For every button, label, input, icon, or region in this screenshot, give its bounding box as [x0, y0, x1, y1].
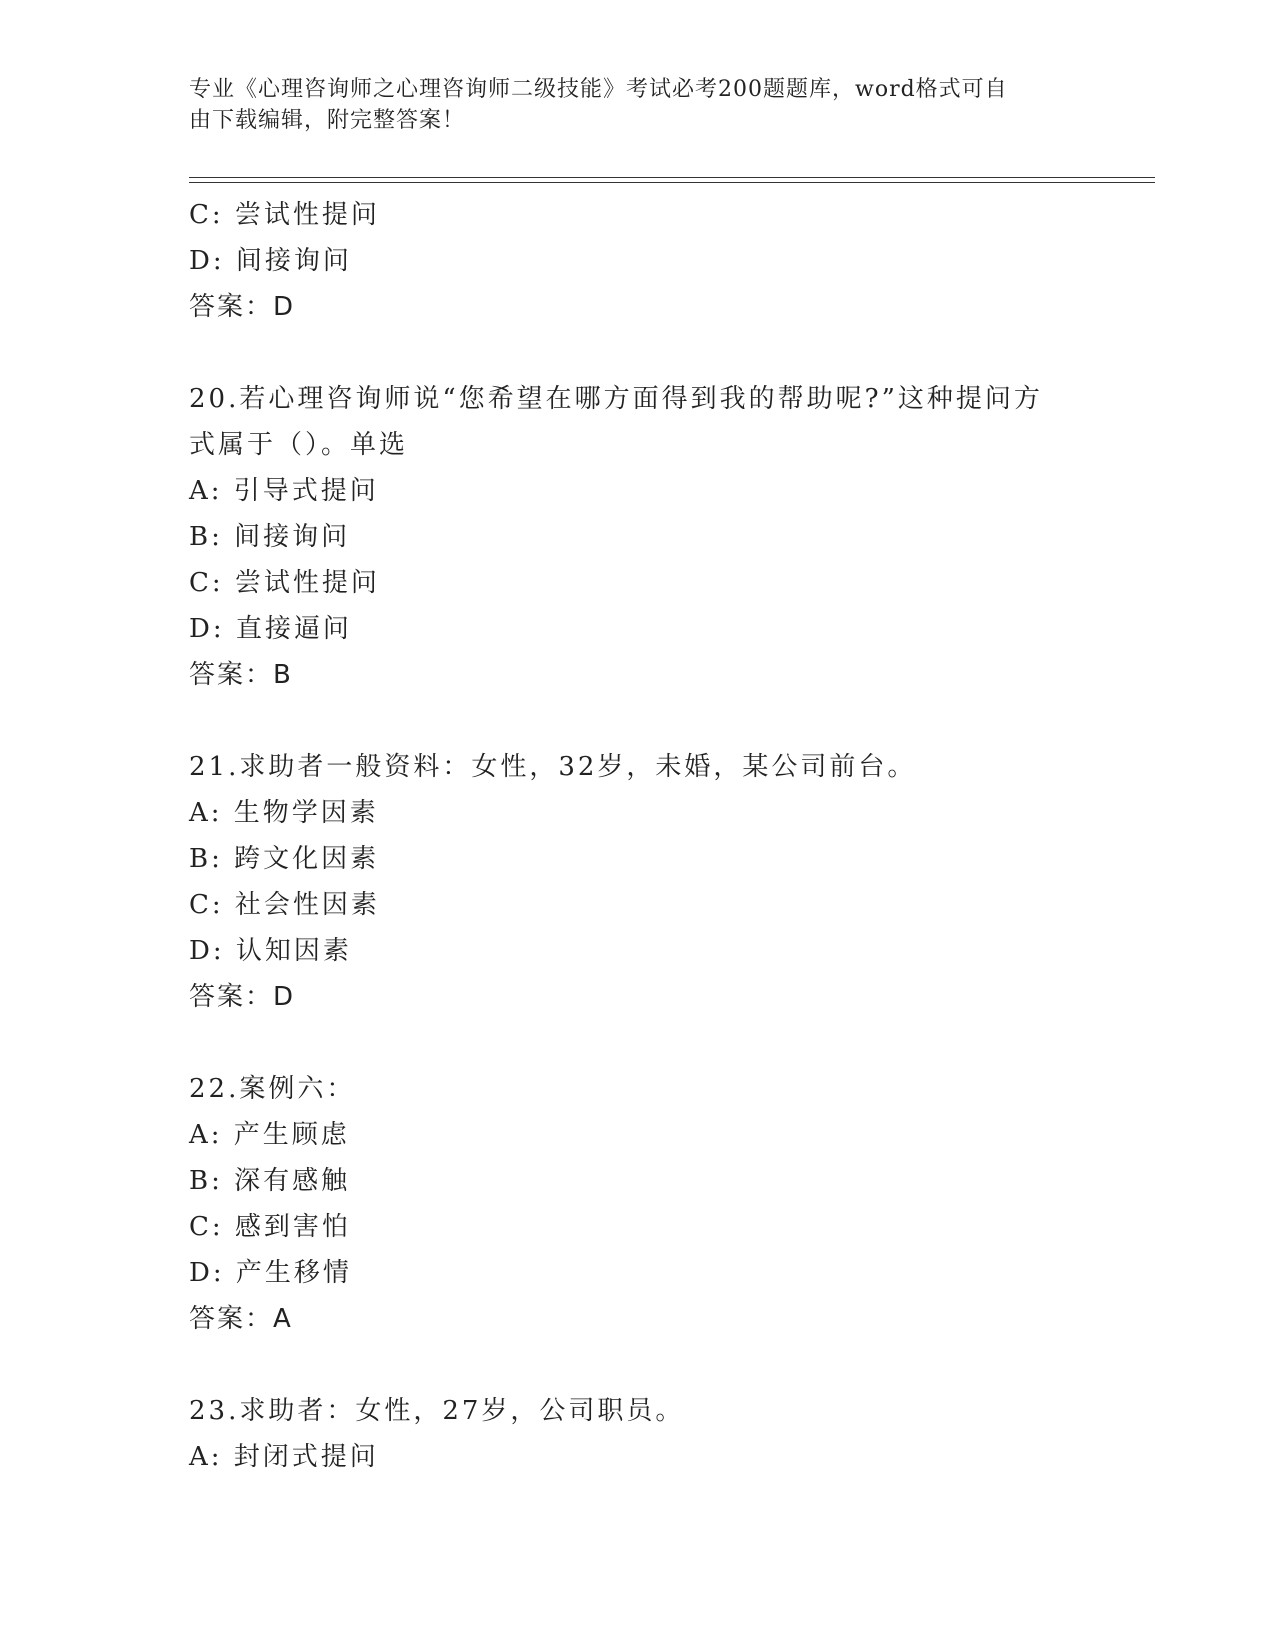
spacer [189, 330, 1089, 376]
header-line-1: 专业《心理咨询师之心理咨询师二级技能》考试必考200题题库，word格式可自 [189, 77, 1008, 102]
question-23 [189, 1388, 1089, 1480]
option-b: B: 跨文化因素 [189, 844, 380, 874]
answer-line: 答案：D [189, 292, 296, 322]
carryover-block [189, 192, 1089, 330]
option-a: A: 产生顾虑 [189, 1120, 350, 1150]
option-c: C: 社会性因素 [189, 890, 380, 920]
option-a: A: 引导式提问 [189, 476, 379, 506]
option-c: C: 尝试性提问 [189, 200, 380, 230]
question-22 [189, 1066, 1089, 1342]
question-21 [189, 744, 1089, 1020]
spacer [189, 1020, 1089, 1066]
answer-line: 答案：D [189, 982, 296, 1012]
spacer [189, 1342, 1089, 1388]
answer-line: 答案：A [189, 1304, 293, 1334]
option-c: C: 感到害怕 [189, 1212, 351, 1242]
question-list [189, 192, 1089, 1480]
document-header [189, 74, 1069, 136]
option-a: A: 封闭式提问 [189, 1442, 379, 1472]
option-d: D: 直接逼问 [189, 614, 352, 644]
question-stem: 21.求助者一般资料：女性，32岁，未婚，某公司前台。 [189, 752, 917, 782]
header-line-2: 由下载编辑，附完整答案！ [189, 108, 466, 133]
header-rule-bottom [189, 182, 1155, 183]
option-d: D: 间接询问 [189, 246, 352, 276]
option-a: A: 生物学因素 [189, 798, 379, 828]
answer-line: 答案：B [189, 660, 293, 690]
option-b: B: 间接询问 [189, 522, 351, 552]
option-d: D: 产生移情 [189, 1258, 352, 1288]
spacer [189, 698, 1089, 744]
question-stem: 22.案例六： [189, 1074, 356, 1104]
header-rule-top [189, 177, 1155, 178]
question-stem: 23.求助者：女性，27岁，公司职员。 [189, 1396, 685, 1426]
question-stem-cont: 式属于（）。单选 [189, 430, 409, 460]
option-d: D: 认知因素 [189, 936, 352, 966]
question-20 [189, 376, 1089, 698]
option-c: C: 尝试性提问 [189, 568, 380, 598]
option-b: B: 深有感触 [189, 1166, 351, 1196]
question-stem: 20.若心理咨询师说“您希望在哪方面得到我的帮助呢?”这种提问方 [189, 384, 1043, 414]
